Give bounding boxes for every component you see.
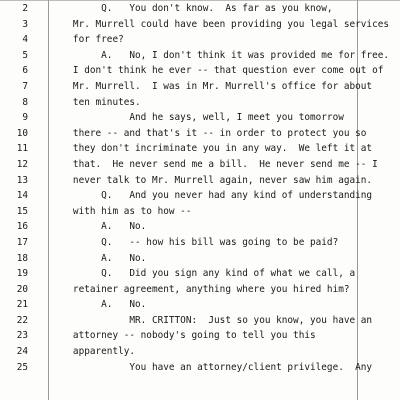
line-text: A. No, I don't think it was provided me for free.: [56, 49, 390, 61]
line-text: with him as to how --: [56, 205, 192, 217]
line-number: 20: [16, 283, 28, 295]
transcript-line: [0, 79, 400, 95]
line-text: Q. You don't know. As far as you know,: [56, 3, 333, 14]
line-number: 19: [16, 268, 28, 280]
transcript-line: [0, 173, 400, 189]
transcript-line: [0, 328, 400, 344]
line-text: for free?: [56, 34, 124, 46]
line-text: there -- and that's it -- in order to protect you so: [56, 127, 367, 139]
line-text: Mr. Murrell. I was in Mr. Murrell's office for about: [56, 80, 373, 92]
transcript-line: [0, 235, 400, 251]
line-text: A. No.: [56, 221, 147, 233]
line-number: 22: [16, 314, 28, 326]
line-number: 8: [22, 96, 28, 108]
line-number: 15: [16, 205, 28, 217]
line-text: You have an attorney/client privilege. Any: [56, 361, 373, 373]
line-number: 25: [16, 361, 28, 373]
line-number: 16: [16, 221, 28, 233]
line-text: retainer agreement, anything where you hired him?: [56, 283, 350, 295]
line-number: 5: [22, 49, 28, 61]
line-number: 2: [22, 3, 28, 14]
line-text: attorney -- nobody's going to tell you this: [56, 330, 316, 342]
line-text: I don't think he ever -- that question ever come out of: [56, 65, 384, 77]
line-number: 7: [22, 80, 28, 92]
line-number: 10: [16, 127, 28, 139]
transcript-line: [0, 32, 400, 48]
transcript-line: [0, 141, 400, 157]
transcript-line: [0, 48, 400, 64]
line-text: A. No.: [56, 252, 147, 264]
transcript-line: [0, 313, 400, 329]
line-number: 17: [16, 236, 28, 248]
line-number: 13: [16, 174, 28, 186]
transcript-line: [0, 360, 400, 376]
line-text: Q. -- how his bill was going to be paid?: [56, 236, 339, 248]
line-number: 12: [16, 158, 28, 170]
transcript-line: [0, 126, 400, 142]
transcript-line: [0, 17, 400, 33]
line-number: 6: [22, 65, 28, 77]
transcript-line: [0, 110, 400, 126]
line-text: Q. Did you sign any kind of what we call, a: [56, 268, 356, 280]
line-text: Mr. Murrell could have been providing you legal services: [56, 18, 390, 30]
line-number: 23: [16, 330, 28, 342]
transcript-line: [0, 297, 400, 313]
line-text: A. No.: [56, 299, 147, 311]
transcript-line: [0, 266, 400, 282]
line-text: ten minutes.: [56, 96, 141, 108]
line-text: apparently.: [56, 346, 136, 358]
line-text: Q. And you never had any kind of understanding: [56, 190, 373, 202]
line-text: never talk to Mr. Murrell again, never saw him again.: [56, 174, 373, 186]
line-text: MR. CRITTON: Just so you know, you have an: [56, 314, 373, 326]
line-text: they don't incriminate you in any way. We left it at: [56, 143, 373, 155]
line-number: 9: [22, 112, 28, 124]
transcript-line: [0, 344, 400, 360]
transcript-line: [0, 219, 400, 235]
line-number: 3: [22, 18, 28, 30]
line-number: 21: [16, 299, 28, 311]
transcript-line: [0, 204, 400, 220]
transcript-line: [0, 157, 400, 173]
line-number: 11: [16, 143, 28, 155]
line-number: 4: [22, 34, 28, 46]
transcript-line: [0, 251, 400, 267]
line-text: And he says, well, I meet you tomorrow: [56, 112, 344, 124]
transcript-line: [0, 63, 400, 79]
transcript-body: [0, 1, 400, 375]
transcript-line: [0, 95, 400, 111]
transcript-line: [0, 188, 400, 204]
transcript-line: [0, 1, 400, 17]
line-number: 18: [16, 252, 28, 264]
line-text: that. He never send me a bill. He never send me -- I: [56, 158, 378, 170]
transcript-line: [0, 282, 400, 298]
line-number: 14: [16, 190, 28, 202]
line-number: 24: [16, 346, 28, 358]
